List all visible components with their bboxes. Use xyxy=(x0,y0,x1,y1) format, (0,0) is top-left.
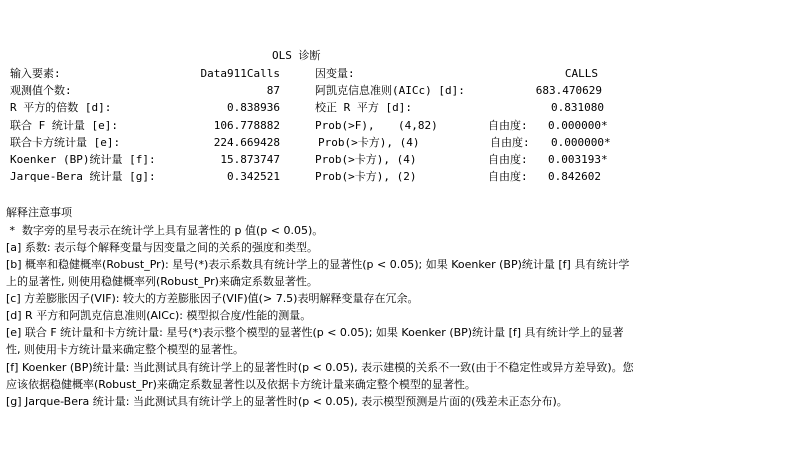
row-label: R 平方的倍数 [d]: xyxy=(10,101,112,114)
row-label-2: Prob(>卡方), (2) xyxy=(315,170,417,183)
row-label: Jarque-Bera 统计量 [g]: xyxy=(10,170,156,183)
row-label-2: Prob(>卡方), (4) xyxy=(318,136,420,149)
row-value: 0.838936 xyxy=(227,101,280,114)
row-value: Data911Calls xyxy=(200,67,280,80)
note-line: [f] Koenker (BP)统计量: 当此测试具有统计学上的显著性时(p < 0.05), 表示建模的关系不一致(由于不稳定性或异方差导致)。您 xyxy=(6,361,634,374)
df-value: 0.842602 xyxy=(548,170,601,183)
df-value: 0.000000* xyxy=(548,119,608,132)
df-label: 自由度: xyxy=(488,170,528,183)
row-label-2: 阿凯克信息准则(AICc) [d]: xyxy=(315,84,465,97)
row-label: 观测值个数: xyxy=(10,84,72,97)
row-label: 联合 F 统计量 [e]: xyxy=(10,119,118,132)
row-value-2: 683.470629 xyxy=(535,84,602,97)
df-value: 0.000000* xyxy=(551,136,611,149)
df-label: 自由度: xyxy=(490,136,530,149)
row-value-2: (4,82) xyxy=(398,119,438,132)
row-value-2: 0.831080 xyxy=(551,101,604,114)
row-value-2: CALLS xyxy=(564,67,598,80)
note-line: [a] 系数: 表示每个解释变量与因变量之间的关系的强度和类型。 xyxy=(6,241,319,254)
row-value: 106.778882 xyxy=(213,119,280,132)
note-line: [e] 联合 F 统计量和卡方统计量: 星号(*)表示整个模型的显著性(p < 0.05); 如果 Koenker (BP)统计量 [f] 具有统计学上的显著 xyxy=(6,326,624,339)
row-label: 联合卡方统计量 [e]: xyxy=(10,136,121,149)
note-line: [c] 方差膨胀因子(VIF): 较大的方差膨胀因子(VIF)值(> 7.5)表明解释变量存在冗余。 xyxy=(6,292,419,305)
note-line: [g] Jarque-Bera 统计量: 当此测试具有统计学上的显著性时(p < 0.05), 表示模型预测是片面的(残差未正态分布)。 xyxy=(6,395,568,408)
row-value: 15.873747 xyxy=(220,153,280,166)
row-value: 87 xyxy=(266,84,280,97)
note-line: [b] 概率和稳健概率(Robust_Pr): 星号(*)表示系数具有统计学上的显著性(p < 0.05); 如果 Koenker (BP)统计量 [f] 具有统计学 xyxy=(6,258,630,271)
df-label: 自由度: xyxy=(488,119,528,132)
note-line: * 数字旁的星号表示在统计学上具有显著性的 p 值(p < 0.05)。 xyxy=(6,224,324,237)
row-label-2: 校正 R 平方 [d]: xyxy=(315,101,412,114)
note-line: 性, 则使用卡方统计量来确定整个模型的显著性。 xyxy=(6,343,244,356)
note-line: [d] R 平方和阿凯克信息准则(AICc): 模型拟合度/性能的测量。 xyxy=(6,309,312,322)
df-value: 0.003193* xyxy=(548,153,608,166)
row-label-2: Prob(>卡方), (4) xyxy=(315,153,417,166)
row-value: 224.669428 xyxy=(213,136,280,149)
notes-heading: 解释注意事项 xyxy=(6,206,72,219)
row-label: 输入要素: xyxy=(10,67,61,80)
row-label: Koenker (BP)统计量 [f]: xyxy=(10,153,156,166)
row-label-2: Prob(>F), xyxy=(315,119,375,132)
row-value: 0.342521 xyxy=(227,170,280,183)
df-label: 自由度: xyxy=(488,153,528,166)
note-line: 上的显著性, 则使用稳健概率列(Robust_Pr)来确定系数显著性。 xyxy=(6,275,318,288)
report-title: OLS 诊断 xyxy=(272,49,321,62)
note-line: 应该依据稳健概率(Robust_Pr)来确定系数显著性以及依据卡方统计量来确定整个模型的显著性。 xyxy=(6,378,476,391)
row-label-2: 因变量: xyxy=(315,67,355,80)
